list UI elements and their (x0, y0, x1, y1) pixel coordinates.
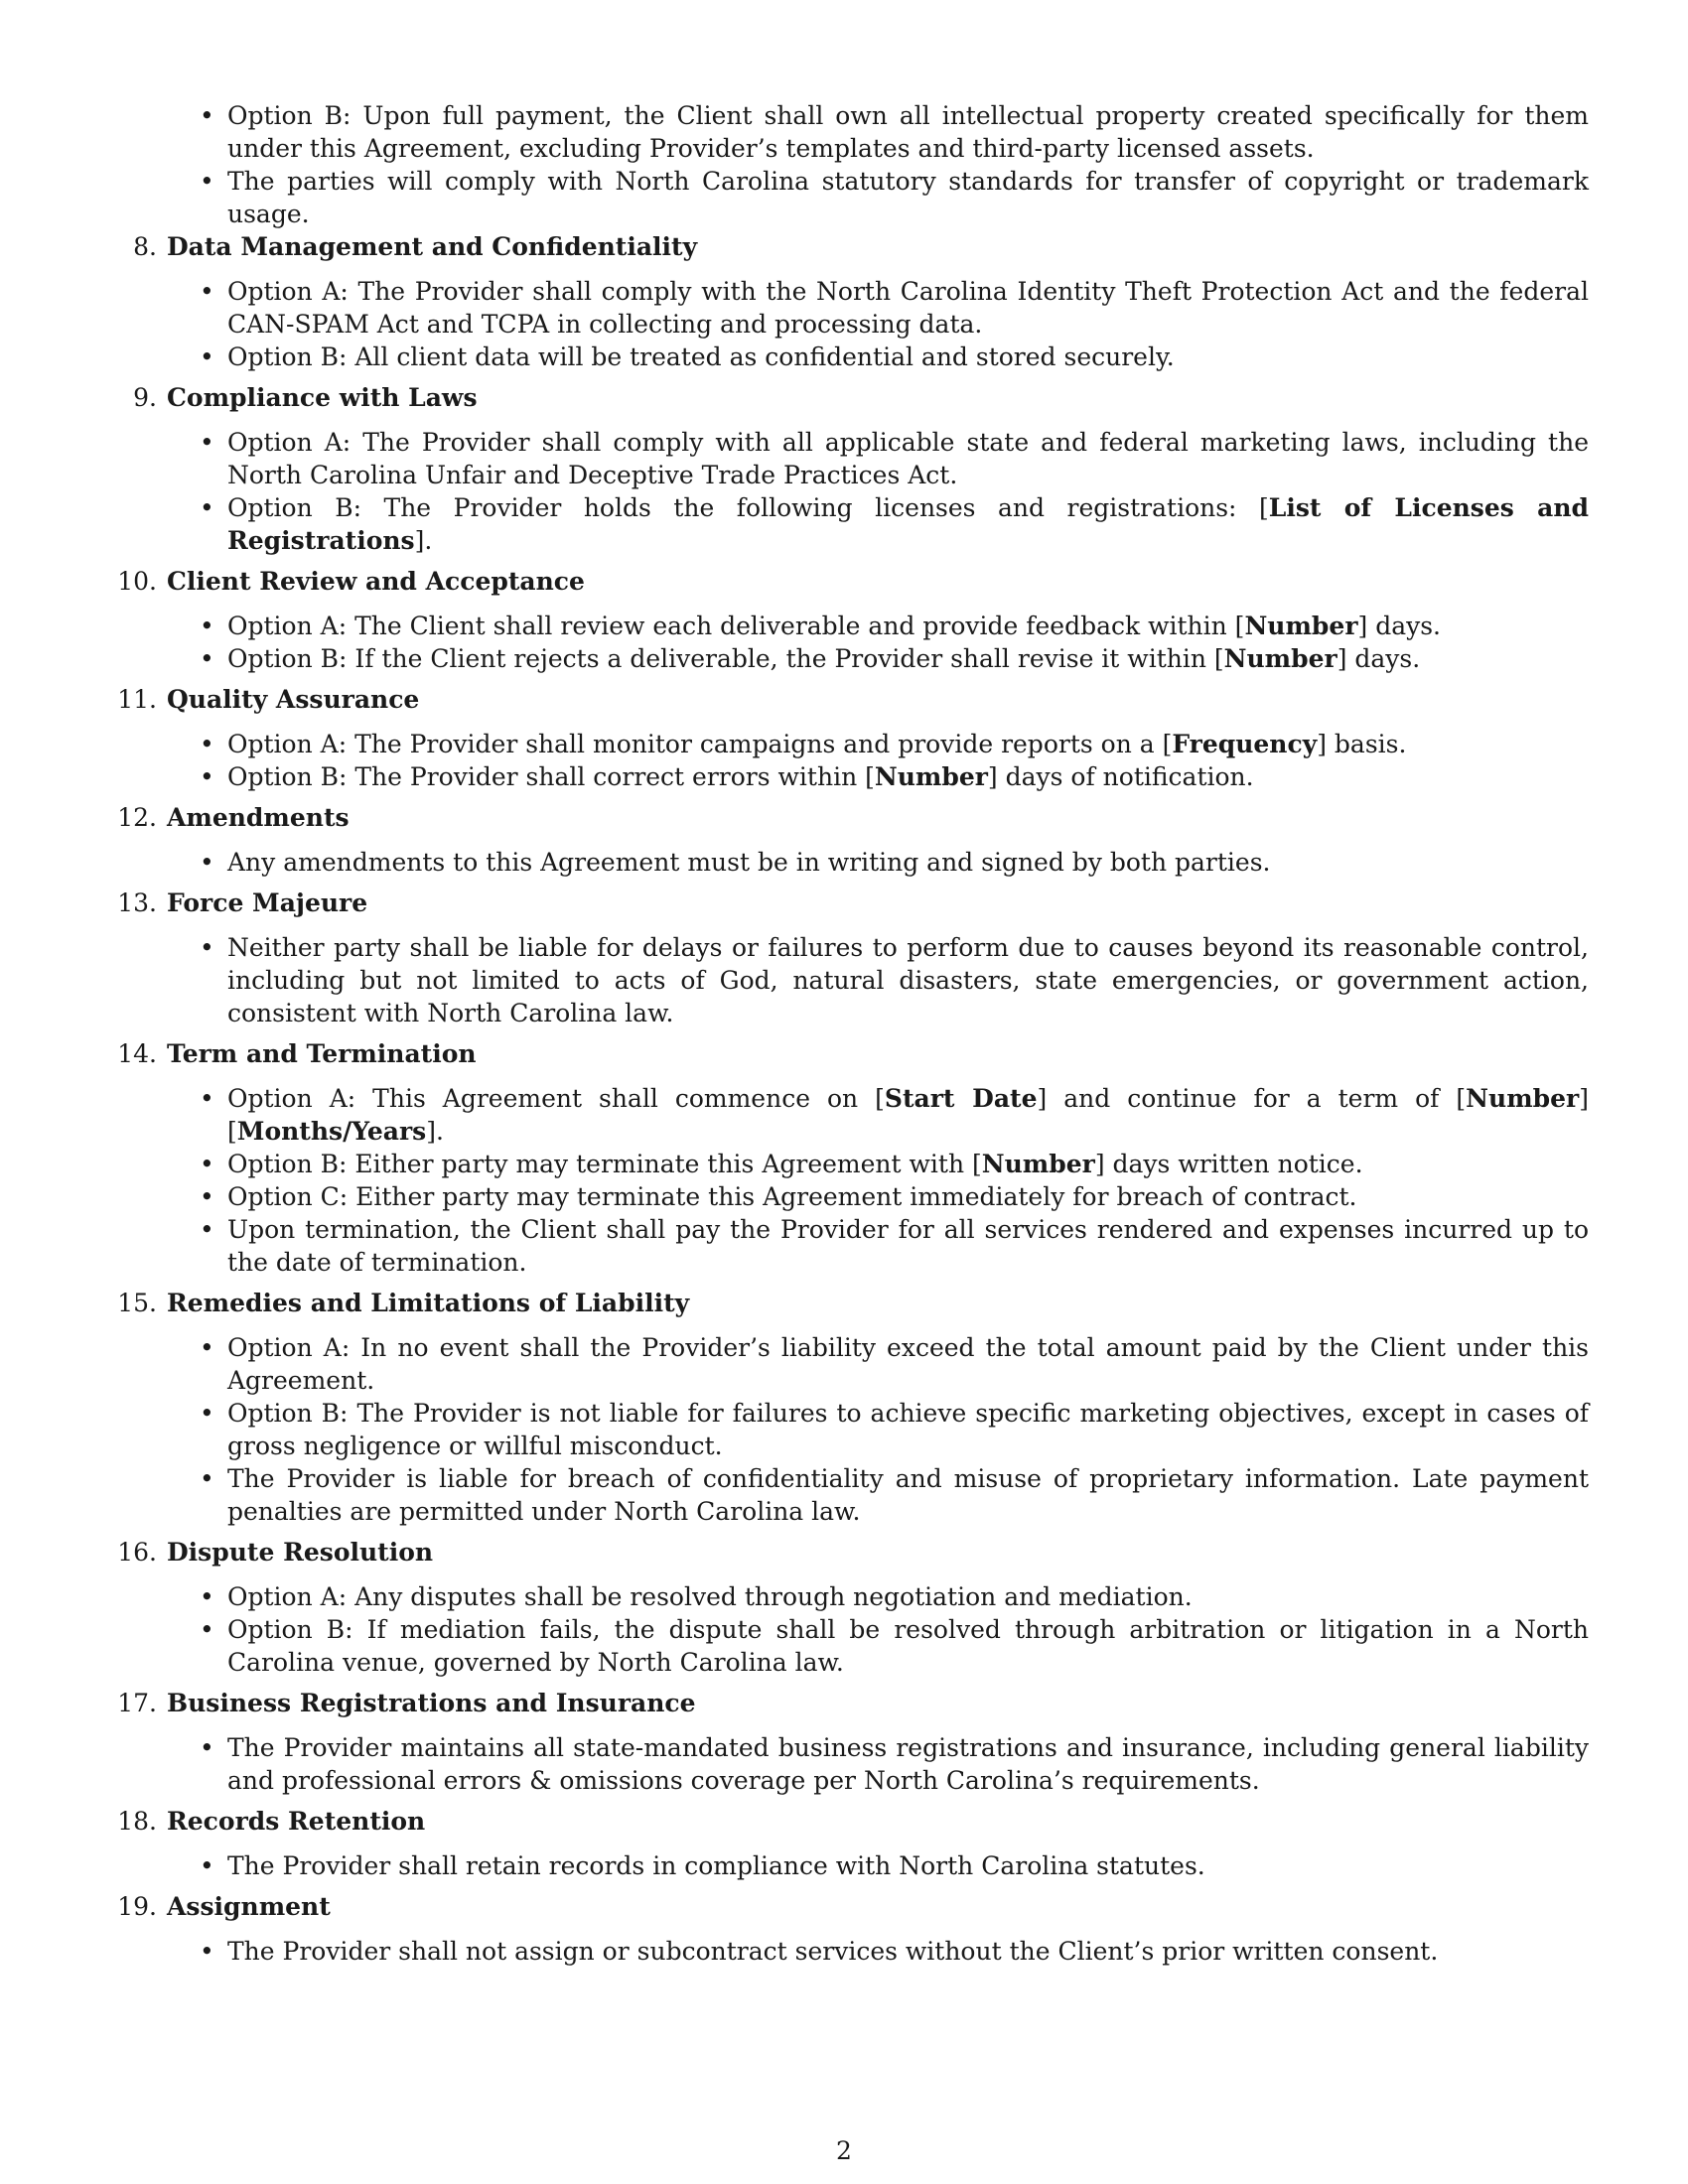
section-item (117, 887, 1589, 1029)
section-heading (117, 887, 1589, 919)
list-item (167, 1462, 1589, 1528)
bullet-text (227, 1215, 1589, 1277)
text-run: ] days of notification. (987, 762, 1254, 791)
document-page (117, 99, 1589, 1968)
list-item (167, 1849, 1589, 1882)
text-run: ] and continue for a term of [ (1037, 1084, 1467, 1113)
bullet-text (227, 848, 1271, 877)
list-item (167, 642, 1589, 675)
bullet-list (167, 931, 1589, 1029)
placeholder-field: List of Licenses and Registrations (227, 493, 1589, 555)
text-run: Option A: In no event shall the Provider’s liability exceed the total amount paid by the Client under this Agreement. (227, 1333, 1589, 1395)
section-item (117, 1805, 1589, 1882)
text-run: The Provider is liable for breach of confidentiality and misuse of proprietary information. Late payment penalties are permitted under North Carolina law. (227, 1464, 1589, 1526)
section-number: 18. (117, 1807, 157, 1836)
list-item (167, 846, 1589, 879)
text-run: The Provider shall retain records in compliance with North Carolina statutes. (227, 1851, 1205, 1880)
text-run: Option B: The Provider is not liable for failures to achieve specific marketing objectives, except in cases of gross negligence or willful misconduct. (227, 1399, 1589, 1460)
bullet-text (227, 762, 1254, 791)
section-item (117, 1890, 1589, 1968)
section-number: 10. (117, 567, 157, 596)
section-heading (133, 230, 1589, 263)
placeholder-field: Start Date (884, 1084, 1038, 1113)
section-heading (133, 381, 1589, 414)
bullet-text (227, 167, 1589, 228)
bullet-list (167, 1331, 1589, 1528)
text-run: ] days. (1357, 612, 1442, 640)
list-item (167, 760, 1589, 793)
bullet-text (227, 1150, 1363, 1178)
list-item (167, 491, 1589, 557)
bullet-text (227, 428, 1589, 489)
bullet-text (227, 1182, 1357, 1211)
list-item (167, 341, 1589, 373)
section-number: 13. (117, 888, 157, 917)
bullet-text (227, 1937, 1438, 1966)
section-item (117, 1287, 1589, 1528)
section-heading (117, 1536, 1589, 1569)
bullet-list (167, 1849, 1589, 1882)
placeholder-field: Number (1223, 644, 1337, 673)
section-title: Dispute Resolution (167, 1538, 434, 1567)
list-item (167, 728, 1589, 760)
list-item (167, 1213, 1589, 1279)
text-run: Option B: All client data will be treated as confidential and stored securely. (227, 342, 1175, 371)
list-item (167, 1148, 1589, 1180)
bullet-text (227, 1333, 1589, 1395)
list-item (167, 1731, 1589, 1797)
section-number: 17. (117, 1689, 157, 1717)
placeholder-field: Number (981, 1150, 1095, 1178)
continued-bullet-list (167, 99, 1589, 230)
text-run: The Provider shall not assign or subcontract services without the Client’s prior written consent. (227, 1937, 1439, 1966)
text-run: Option B: Either party may terminate this Agreement with [ (227, 1150, 982, 1178)
section-item (117, 565, 1589, 675)
placeholder-field: Number (1466, 1084, 1580, 1113)
text-run: Option A: The Provider shall comply with the North Carolina Identity Theft Protection Act and the federal CAN-SPAM Act and TCPA in collecting and processing data. (227, 277, 1589, 339)
placeholder-field: Number (874, 762, 988, 791)
text-run: Option A: This Agreement shall commence on [ (227, 1084, 885, 1113)
text-run: Any amendments to this Agreement must be in writing and signed by both parties. (227, 848, 1271, 877)
section-title: Records Retention (167, 1807, 426, 1836)
bullet-text (227, 1582, 1193, 1611)
section-heading (117, 1890, 1589, 1923)
text-run: ]. (414, 526, 433, 555)
bullet-text (227, 730, 1406, 758)
section-number: 19. (117, 1892, 157, 1921)
section-title: Amendments (167, 803, 350, 832)
section-number: 8. (133, 232, 157, 261)
text-run: Option B: If mediation fails, the dispute shall be resolved through arbitration or litigation in a North Carolina venue, governed by North Carolina law. (227, 1615, 1589, 1677)
list-item (167, 1331, 1589, 1397)
section-heading (117, 683, 1589, 716)
section-item (133, 381, 1589, 557)
text-run: Option B: If the Client rejects a deliverable, the Provider shall revise it within [ (227, 644, 1224, 673)
list-item (167, 1613, 1589, 1679)
list-item (167, 1397, 1589, 1462)
section-title: Quality Assurance (167, 685, 420, 714)
bullet-text (227, 277, 1589, 339)
text-run: Neither party shall be liable for delays or failures to perform due to causes beyond its reasonable control, including but not limited to acts of God, natural disasters, state emergencies, or government action, consistent with North Carolina law. (227, 933, 1589, 1027)
section-title: Force Majeure (167, 888, 368, 917)
text-run: ] basis. (1317, 730, 1407, 758)
text-run: Option C: Either party may terminate this Agreement immediately for breach of contract. (227, 1182, 1357, 1211)
placeholder-field: Number (1244, 612, 1358, 640)
section-number: 16. (117, 1538, 157, 1567)
list-item (167, 165, 1589, 230)
section-title: Data Management and Confidentiality (167, 232, 698, 261)
section-heading (117, 1805, 1589, 1838)
bullet-list (167, 275, 1589, 373)
section-item (133, 230, 1589, 373)
section-number: 11. (117, 685, 157, 714)
list-item (167, 1580, 1589, 1613)
list-item (167, 610, 1589, 642)
section-item (117, 1687, 1589, 1797)
bullet-text (227, 342, 1175, 371)
bullet-text (227, 1615, 1589, 1677)
list-item (167, 1180, 1589, 1213)
section-item (117, 1037, 1589, 1279)
section-item (117, 801, 1589, 879)
section-title: Assignment (167, 1892, 331, 1921)
section-title: Business Registrations and Insurance (167, 1689, 696, 1717)
bullet-list (167, 610, 1589, 675)
bullet-list (167, 1731, 1589, 1797)
list-item (167, 275, 1589, 341)
section-number: 12. (117, 803, 157, 832)
bullet-text (227, 101, 1589, 163)
section-number: 9. (133, 383, 157, 412)
text-run: Option B: The Provider shall correct errors within [ (227, 762, 875, 791)
bullet-text (227, 1851, 1205, 1880)
section-item (117, 683, 1589, 793)
placeholder-field: Frequency (1172, 730, 1318, 758)
section-title: Compliance with Laws (167, 383, 478, 412)
list-item (167, 99, 1589, 165)
text-run: Option A: The Provider shall comply with all applicable state and federal marketing laws, including the North Carolina Unfair and Deceptive Trade Practices Act. (227, 428, 1589, 489)
bullet-list (167, 1082, 1589, 1279)
bullet-list (167, 728, 1589, 793)
text-run: Option A: The Client shall review each deliverable and provide feedback within [ (227, 612, 1245, 640)
placeholder-field: Months/Years (236, 1117, 427, 1146)
bullet-text (227, 1733, 1589, 1795)
section-title: Term and Termination (167, 1039, 477, 1068)
text-run: The Provider maintains all state-mandated business registrations and insurance, including general liability and professional errors & omissions coverage per North Carolina’s requirements. (227, 1733, 1589, 1795)
bullet-text (227, 612, 1441, 640)
section-list (117, 230, 1589, 1968)
list-item (167, 931, 1589, 1029)
bullet-text (227, 493, 1589, 555)
section-heading (117, 1287, 1589, 1319)
text-run: ] [ (227, 1084, 1589, 1146)
bullet-text (227, 1084, 1589, 1146)
page-number: 2 (836, 2136, 852, 2165)
list-item (167, 1935, 1589, 1968)
list-item (167, 1082, 1589, 1148)
text-run: Option B: Upon full payment, the Client shall own all intellectual property created specifically for them under this Agreement, excluding Provider’s templates and third-party licensed assets. (227, 101, 1589, 163)
text-run: ] days written notice. (1094, 1150, 1363, 1178)
section-number: 15. (117, 1289, 157, 1317)
text-run: Option A: The Provider shall monitor campaigns and provide reports on a [ (227, 730, 1173, 758)
bullet-text (227, 1464, 1589, 1526)
text-run: The parties will comply with North Carolina statutory standards for transfer of copyright or trademark usage. (227, 167, 1589, 228)
text-run: Option B: The Provider holds the following licenses and registrations: [ (227, 493, 1269, 522)
bullet-list (167, 1580, 1589, 1679)
bullet-text (227, 933, 1589, 1027)
section-heading (117, 1687, 1589, 1719)
text-run: Upon termination, the Client shall pay the Provider for all services rendered and expenses incurred up to the date of termination. (227, 1215, 1589, 1277)
bullet-list (167, 846, 1589, 879)
text-run: ]. (426, 1117, 444, 1146)
bullet-text (227, 1399, 1589, 1460)
section-heading (117, 1037, 1589, 1070)
bullet-list (167, 426, 1589, 557)
section-title: Remedies and Limitations of Liability (167, 1289, 690, 1317)
section-heading (117, 801, 1589, 834)
section-heading (117, 565, 1589, 598)
section-number: 14. (117, 1039, 157, 1068)
section-title: Client Review and Acceptance (167, 567, 585, 596)
text-run: ] days. (1336, 644, 1421, 673)
section-item (117, 1536, 1589, 1679)
bullet-list (167, 1935, 1589, 1968)
text-run: Option A: Any disputes shall be resolved through negotiation and mediation. (227, 1582, 1193, 1611)
list-item (167, 426, 1589, 491)
bullet-text (227, 644, 1420, 673)
